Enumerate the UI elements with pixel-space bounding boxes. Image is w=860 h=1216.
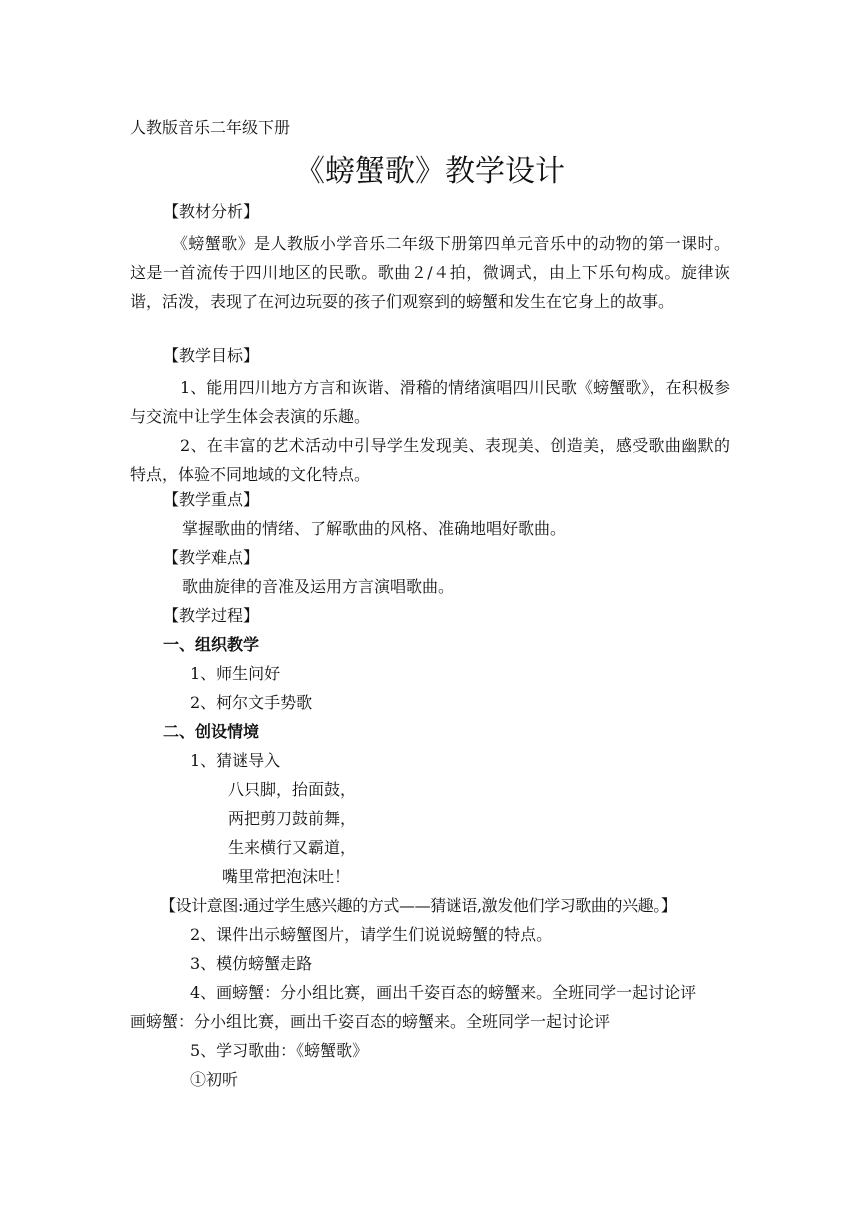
riddle-line-4: 嘴里常把泡沫吐！ bbox=[222, 867, 351, 886]
part2-item-2: 2、课件出示螃蟹图片，请学生们说说螃蟹的特点。 bbox=[190, 925, 553, 944]
part2-item-5-sub-1: ①初听 bbox=[190, 1070, 239, 1089]
part1-item-2: 2、柯尔文手势歌 bbox=[190, 693, 313, 712]
riddle-line-2: 两把剪刀鼓前舞， bbox=[228, 809, 357, 828]
part2-item-3: 3、模仿螃蟹走路 bbox=[190, 954, 313, 973]
riddle-line-1: 八只脚，抬面鼓， bbox=[228, 780, 357, 799]
riddle-line-3: 生来横行又霸道， bbox=[228, 838, 357, 857]
goal-1: 1、能用四川地方方言和诙谐、滑稽的情绪演唱四川民歌《螃蟹歌》，在积极参与交流中让学生体会表演的乐趣。 bbox=[130, 378, 730, 426]
document-subtitle: 人教版音乐二年级下册 bbox=[130, 118, 291, 137]
part2-item-4-line-1: 4、画螃蟹：分小组比赛，画出千姿百态的螃蟹来。全班同学一起讨论评 bbox=[190, 983, 697, 1002]
part1-heading: 一、组织教学 bbox=[163, 635, 260, 654]
part2-item-4-line-2: 画螃蟹：分小组比赛，画出千姿百态的螃蟹来。全班同学一起讨论评 bbox=[130, 1012, 611, 1031]
difficulty-text: 歌曲旋律的音准及运用方言演唱歌曲。 bbox=[182, 577, 455, 596]
key-heading: 【教学重点】 bbox=[163, 490, 260, 509]
part1-item-1: 1、师生问好 bbox=[190, 664, 281, 683]
part2-item-1: 1、猜谜导入 bbox=[190, 751, 281, 770]
goals-heading: 【教学目标】 bbox=[163, 346, 260, 365]
goal-2: 2、在丰富的艺术活动中引导学生发现美、表现美、创造美，感受歌曲幽默的特点，体验不同地域的文化特点。 bbox=[130, 436, 730, 484]
process-heading: 【教学过程】 bbox=[163, 606, 260, 625]
part2-heading: 二、创设情境 bbox=[163, 722, 260, 741]
difficulty-heading: 【教学难点】 bbox=[163, 548, 260, 567]
analysis-heading: 【教材分析】 bbox=[163, 202, 260, 221]
document-title: 《螃蟹歌》教学设计 bbox=[295, 154, 565, 189]
analysis-text: 《螃蟹歌》是人教版小学音乐二年级下册第四单元音乐中的动物的第一课时。这是一首流传于四川地区的民歌。歌曲２/４拍，微调式，由上下乐句构成。旋律诙谐，活泼，表现了在河边玩耍的孩子们观察到的螃蟹和发生在它身上的故事。 bbox=[130, 234, 730, 311]
key-text: 掌握歌曲的情绪、了解歌曲的风格、准确地唱好歌曲。 bbox=[182, 519, 567, 538]
part2-item-5: 5、学习歌曲：《螃蟹歌》 bbox=[190, 1041, 369, 1060]
design-intent: 【设计意图:通过学生感兴趣的方式——猜谜语,激发他们学习歌曲的兴趣。】 bbox=[160, 896, 677, 915]
